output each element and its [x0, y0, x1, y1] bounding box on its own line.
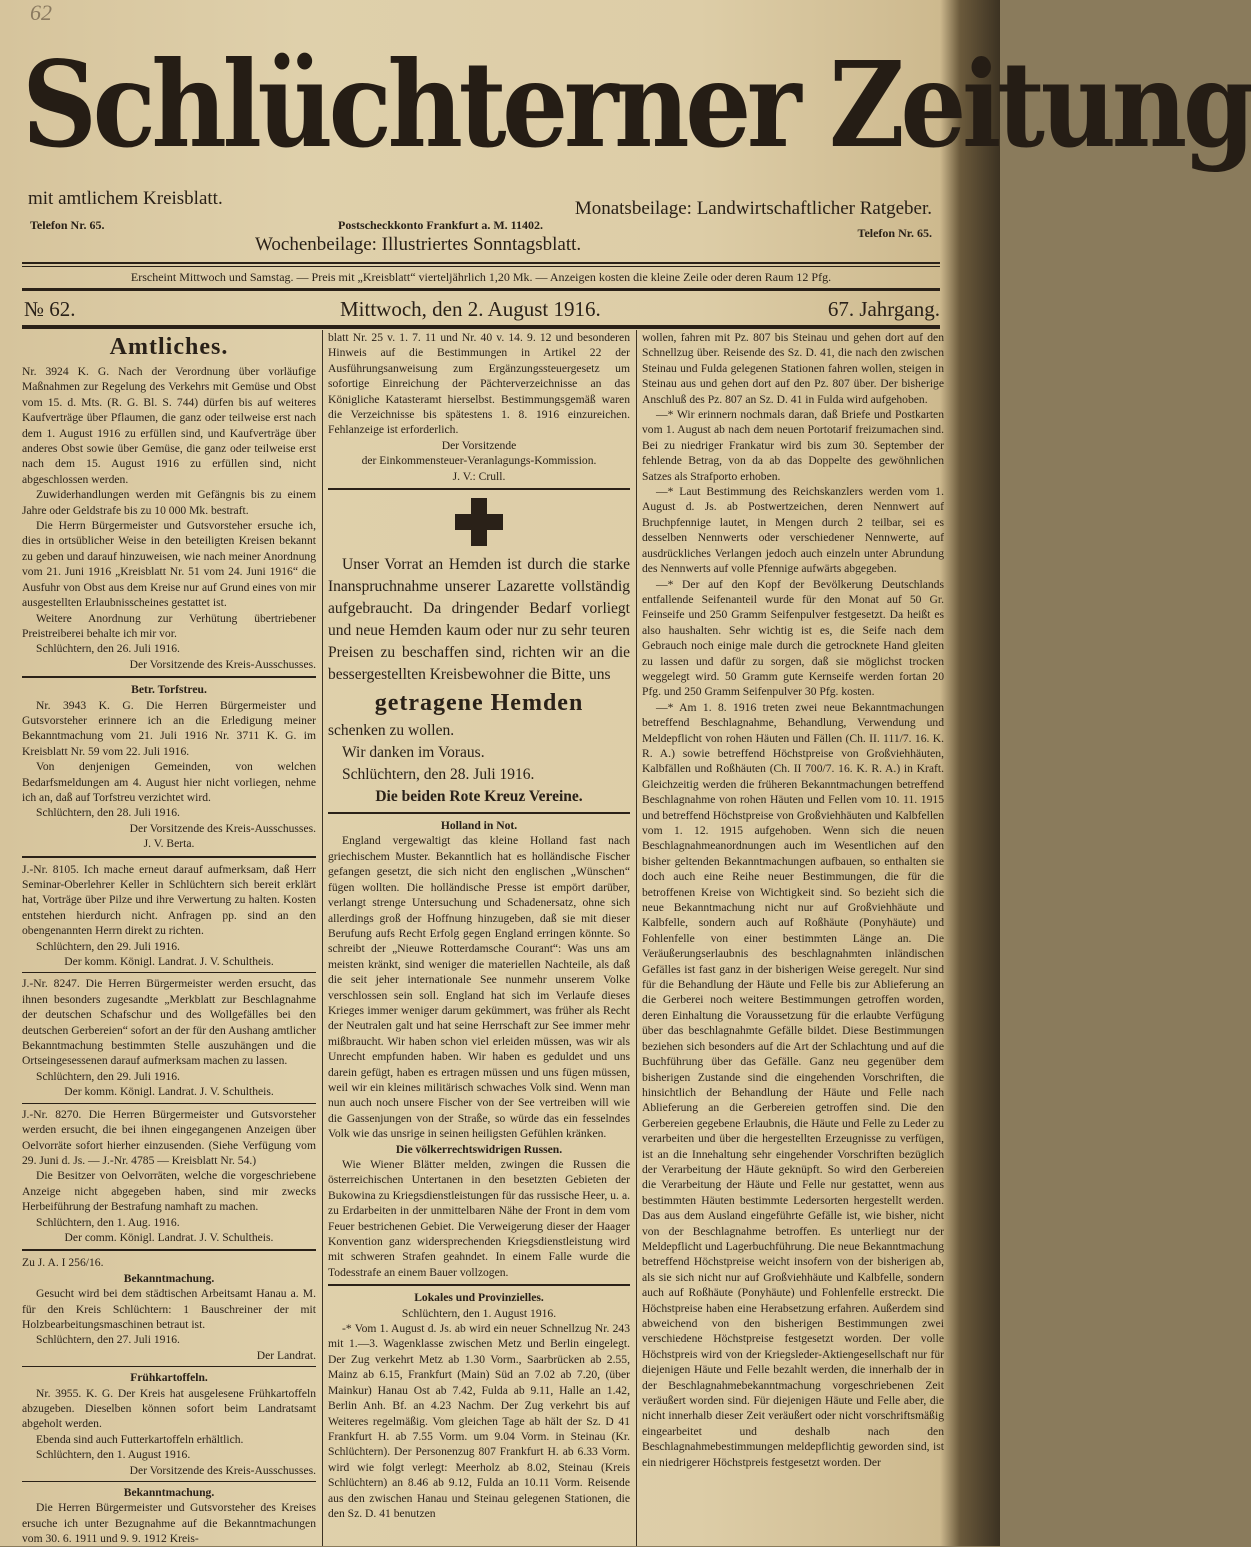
paragraph: -* Vom 1. August d. Js. ab wird ein neuer Schnellzug Nr. 243 mit 1.—3. Wagenklasse zwischen Metz und Berlin eingelegt. Der Zug verkehrt Metz ab 1.30 Vorm., Saarbrücken ab 2.55, Mainz ab 6.15, Frankfurt (Main) Süd an 7.02 ab 7.20, (über Mainkur) Hanau Ost ab 7.42, Fulda ab 9.11, Halle an 1.42, Berlin Anh. Bf. an 4.23 Nachm. Der Zug verkehrt bis auf Weiteres regelmäßig. Vom gleichen Tage ab hält der Sz. D 41 Frankfurt H. ab 7.55 Vorm. um 9.04 Vorm. in Steinau (Kr. Schlüchtern). Der Personenzug 807 Frankfurt H. ab 6.33 Vorm. wird wie folgt verlegt: Meerholz ab 8.02, Steinau (Kreis Schlüchtern) an 8.46 ab 9.12, Fulda an 10.11 Vorm. Reisende aus den zwischen Hanau und Steinau gelegenen Stationen, die den Sz. D. 41 benutzen: [328, 1322, 630, 1520]
signature: Der Vorsitzende des Kreis-Ausschusses.: [129, 657, 316, 671]
divider: [328, 1284, 630, 1286]
appeal-text: Unser Vorrat an Hemden ist durch die starke Inanspruchnahme unserer Lazarette vollständig aufgebraucht. Da dringender Bedarf vorliegt und neue Hemden kaum oder nur zu sehr teuren Preisen zu beschaffen sind, richten wir an die bessergestellten Kreisbewohner die Bitte, uns: [328, 556, 630, 684]
paragraph: Die Herren Bürgermeister und Gutsvorsteher des Kreises ersuche ich unter Bezugnahme auf die Bekanntmachungen vom 30. 6. 1911 und 9. 9. 1912 Kreis-: [22, 1501, 316, 1546]
volume: 67. Jahrgang.: [827, 297, 940, 321]
signature: Der comm. Königl. Landrat. J. V. Schultheis.: [64, 1230, 274, 1244]
paragraph: —* Der auf den Kopf der Bevölkerung Deutschlands entfallende Seifenanteil wurde für den Monat auf 50 Gr. Feinseife und 250 Gramm Seifenpulver festgesetzt. Da heißt es also haushalten. Sehr wichtig ist es, die Seife nach dem Gebrauch noch einige male durch die getrocknete Hand gleiten zu lassen und dafür zu sorgen, daß sie möglichst trocken weggelegt wird. 50 Gramm gute Kernseife werden fortan 20 Pfg. und 250 Gramm Seifenpulver 30 Pfg. kosten.: [642, 577, 944, 699]
paragraph: Gesucht wird bei dem städtischen Arbeitsamt Hanau a. M. für den Kreis Schlüchtern: 1 Bauschreiner der mit Holzbearbeitungsmaschinen betraut ist.: [22, 1287, 316, 1331]
paragraph: —* Laut Bestimmung des Reichskanzlers werden vom 1. August d. Js. ab Postwertzeichen, deren Nennwert auf Bruchpfennige lautet, in Mengen durch 2 teilbar, sei es desselben Nennwerts oder verschiedener Nennwerte, auf ausdrückliches Verlangen jedoch auch einzeln unter Abrundung des Nennwerts auf volle Pfennige aufwärts abgegeben.: [642, 485, 944, 576]
paragraph: wollen, fahren mit Pz. 807 bis Steinau und gehen dort auf den Schnellzug über. Reisende des Sz. D. 41, die nach den zwischen Steinau und Fulda gelegenen Stationen fahren wollen, steigen in Steinau aus und gehen dort auf den Pz. 807 über. Der bisherige Anschluß des Pz. 807 an Sz. D. 41 in Fulda wird aufgehoben.: [642, 331, 944, 406]
column-divider: [322, 330, 323, 1546]
issue-date: Mittwoch, den 2. August 1916.: [340, 297, 601, 321]
paragraph: Ebenda sind auch Futterkartoffeln erhältlich.: [36, 1432, 244, 1446]
article-heading: Frühkartoffeln.: [130, 1371, 208, 1385]
paragraph: Schlüchtern, den 1. Aug. 1916.: [36, 1215, 180, 1229]
paragraph: Die Besitzer von Oelvorräten, welche die vorgeschriebene Anzeige nicht abgegeben haben, sind mir zwecks Herbeiführung der Bestrafung namhaft zu machen.: [22, 1169, 316, 1214]
column-divider: [636, 330, 637, 1546]
issue-number: № 62.: [24, 297, 76, 321]
article-heading: Bekanntmachung.: [123, 1486, 215, 1500]
paragraph: Weitere Anordnung zur Verhütung übertriebener Preistreiberei behalte ich mir vor.: [22, 611, 316, 640]
column-1: [22, 330, 316, 1547]
paragraph: J.-Nr. 8270. Die Herren Bürgermeister und Gutsvorsteher werden ersucht, die bei ihnen eingegangenen Anzeigen über Oelvorräte sofort hierher einzusenden. (Siehe Verfügung vom 29. Juni d. Js. — J.-Nr. 4785 — Kreisblatt Nr. 54.): [22, 1107, 316, 1167]
article-heading: Betr. Torfstreu.: [131, 683, 207, 697]
signature: J. V.: Crull.: [452, 469, 506, 483]
paragraph: Schlüchtern, den 29. Juli 1916.: [36, 939, 180, 953]
article-heading: Die völkerrechtswidrigen Russen.: [395, 1142, 563, 1156]
subscription-info: Erscheint Mittwoch und Samstag. — Preis mit „Kreisblatt“ vierteljährlich 1,20 Mk. — Anzeigen kosten die kleine Zeile oder deren Raum 12 Pfg.: [130, 270, 832, 284]
appeal-highlight: getragene Hemden: [374, 690, 584, 717]
subtitle-right: Monatsbeilage: Landwirtschaftlicher Ratgeber.: [574, 198, 932, 219]
paragraph: Schlüchtern, den 1. August 1916.: [36, 1448, 191, 1462]
appeal-date: Schlüchtern, den 28. Juli 1916.: [342, 766, 535, 784]
paragraph: Die Herrn Bürgermeister und Gutsvorsteher ersuche ich, dies in ortsüblicher Weise in den beteiligten Kreisen bekannt zu geben und darauf hinzuweisen, wie nach meiner Anordnung vom 21. Juni 1916 „Kreisblatt Nr. 51 vom 24. Juni 1916“ die Ausfuhr von Obst aus dem Kreise nur auf Grund eines von mir ausgestellten Erlaubnisscheines gestattet ist.: [22, 519, 316, 610]
paragraph: Schlüchtern, den 28. Juli 1916.: [36, 806, 180, 820]
paragraph: —* Wir erinnern nochmals daran, daß Briefe und Postkarten vom 1. August ab nach dem neuen Portotarif freizumachen sind. Bei zu niedriger Frankatur wird bis zum 30. September der fehlende Betrag, von da ab das Doppelte des gewöhnlichen Satzes als Strafporto erhoben.: [642, 408, 944, 483]
signature: Die beiden Rote Kreuz Vereine.: [375, 788, 583, 806]
paragraph: Nr. 3955. K. G. Der Kreis hat ausgelesene Frühkartoffeln abzugeben. Dieselben können sofort beim Landratsamt abgeholt werden.: [22, 1386, 316, 1431]
signature: Der Vorsitzende des Kreis-Ausschusses.: [129, 821, 316, 835]
appeal-text: Wir danken im Voraus.: [342, 744, 485, 762]
rule: [22, 288, 940, 291]
divider: [22, 856, 316, 858]
rule: [22, 266, 940, 267]
signature: Der Landrat.: [256, 1348, 316, 1362]
paragraph: J.-Nr. 8105. Ich mache erneut darauf aufmerksam, daß Herr Seminar-Oberlehrer Keller in Schlüchtern sich bereit erklärt hat, Vorträge über Pilze und ihre Verwertung zu halten. Kosten entstehen hierdurch nicht. Anfragen pp. sind an den obengenannten Herrn direkt zu richten.: [22, 862, 316, 938]
paragraph: Wie Wiener Blätter melden, zwingen die Russen die österreichischen Untertanen in den besetzten Gebieten der Bukowina zu Kriegsdienstleistungen für das russische Heer, u. a. zu Erdarbeiten in der unmittelbaren Nähe der Front in dem vom Feuer bestrichenen Gebiet. Die Verweigerung dieser der Haager Konvention ganz widersprechenden Kriegsdienstleistung wird mit schweren Strafen geahndet. In einem Falle wurde die Todesstrafe an einem Bauer vollzogen.: [328, 1158, 630, 1279]
red-cross-icon: [455, 498, 503, 546]
paragraph: England vergewaltigt das kleine Holland fast nach griechischem Muster. Bekanntlich hat es holländische Fischer gefangen gesetzt, die sich nicht den englischen „Wünschen“ fügen wollten. Die holländische Presse ist empört darüber, verlangt strenge Untersuchung und Schadenersatz, ohne sich allerdings groß der Hoffnung hinzugeben, daß sie mit dieser Berufung aufs Recht Erfolg gegen England erringen könnte. So schreibt der „Nieuwe Rotterdamsche Courant“: Was uns am meisten kränkt, sind weniger die materiellen Nachteile, als daß die seit jeher internationale See nunmehr unserem Volke verschlossen sein soll. England hat sich im Verlaufe dieses Krieges immer weniger darum gekümmert, was früher als Recht der Neutralen galt und hat seine Herrschaft zur See immer mehr mißbraucht. Wir haben schon viel erleiden müssen, was wir als Unrecht empfunden haben. Wir haben es geduldet und uns darein gefügt, haben es ertragen müssen und uns fügen müssen, weil wir ein kleines militärisch schwaches Volk sind. Wenn man nun auch noch unsere Fischer von der See vertreiben will wie die Gassenjungen von der Straße, so würde das ein fesselndes Volk wie das unsrige in seinen heiligsten Gefühlen kränken.: [328, 834, 630, 1141]
paragraph: blatt Nr. 25 v. 1. 7. 11 und Nr. 40 v. 14. 9. 12 und besonderen Hinweis auf die Bestimmungen in Artikel 22 der Ausführungsanweisung zum Ergänzungssteuergesetz um sofortige Einreichung der Pächterverzeichnisse an das Königliche Katasteramt hierselbst. Bestimmungsgemäß waren die Verzeichnisse bis spätestens 1. 8. 1916 einzureichen. Fehlanzeige ist erforderlich.: [328, 331, 630, 437]
telefon-left: Telefon Nr. 65.: [30, 218, 105, 232]
divider: [22, 972, 316, 973]
paragraph: Schlüchtern, den 29. Juli 1916.: [36, 1069, 180, 1083]
paragraph: —* Am 1. 8. 1916 treten zwei neue Bekanntmachungen betreffend Beschlagnahme, Behandlung, Verwendung und Meldepflicht von rohen Häuten und Fällen (Ch. II. 111/7. 16. K. R. A.) sowie betreffend Höchstpreise von Großviehhäuten, Kalbfällen und Roßhäuten (Ch. II 700/7. 16. K. R. A.) in Kraft. Gleichzeitig werden die früheren Bekanntmachungen betreffend Beschlagnahme von rohen Häuten und Fellen vom 10. 11. 1915 und betreffend Höchstpreise von Großviehhäuten und Kalbfellen vom 1. 12. 1915 aufgehoben. Wenn sich die neuen Beschlagnahmeanordnungen auch im Wesentlichen auf den bisher geltenden Bekanntmachungen aufbauen, so enthalten sie doch auch eine Reihe neuer Bestimmungen, die für die betroffenen Kreise von Wichtigkeit sind. So bezieht sich die neue Bekanntmachung nicht nur auf Großviehhäute und Kalbfelle, sondern auch auf Roßhäute (Ponyhäute) und Fohlenfelle von einer bestimmten Länge an. Die Veräußerungserlaubnis des beschlagnahmten inländischen Gefälles ist fast ganz in der bisherigen Weise geregelt. Nur sind für die Behandlung der Häute und Felle bis zur Ablieferung an die Gerberei noch weitere Bestimmungen getroffen worden, deren Einhaltung die Voraussetzung für die erlaubte Verfügung über das beschlagnahmte Gefälle bildet. Diese Bestimmungen beziehen sich besonders auf die Art der Schlachtung und auf die Buchführung über das Gefälle. Ganz neu gegenüber dem bisherigen Zustande sind die eingehenden Vorschriften, die hinsichtlich der Behandlung der Häute und Felle nach Ablieferung an die Gerbereien getroffen sind. Die den Gerbereien gegebene Erlaubnis, die Häute und Felle zu Leder zu verarbeiten und über die hergestellten Erzeugnisse zu verfügen, ist an die Innehaltung sehr eingehender Vorschriften bezüglich der Verarbeitung der Häute geknüpft. So wird den Gerbereien die Verarbeitung der Häute und Felle nur gestattet, wenn aus bestimmten Häuten bestimmte Ledersorten hergestellt werden. Das aus dem Ausland eingeführte Gefälle ist, wie bisher, nicht von der Beschlagnahme betroffen. Es unterliegt nur der Meldepflicht und Lagerbuchführung. Die neue Bekanntmachung betreffend Höchstpreise weicht insofern von der bisherigen ab, als sie sich nicht nur auf Großviehhäute und Kalbfelle, sondern auch auf Roßhäute (Ponyhäute) und Fohlenfelle erstreckt. Die Höchstpreise haben eine Herabsetzung erfahren. Außerdem sind abweichend von den bisherigen Bestimmungen zwei verschiedene Höchstpreise festgesetzt worden. Der volle Höchstpreis wird von der Kriegsleder-Aktiengesellschaft nur für diejenigen Häute und Felle bezahlt werden, die innerhalb der in der Beschlagnahmebekanntmachung vorgeschriebenen Zeit veräußert worden sind. Für diejenigen Häute und Felle aber, die nicht innerhalb dieser Zeit veräußert oder nicht vorschriftsmäßig eingearbeitet und deshalb nach den Beschlagnahmebestimmungen meldepflichtig geworden sind, ist ein niedrigerer Höchstpreis festgesetzt worden. Der: [642, 700, 944, 1469]
signature: J. V. Berta.: [143, 837, 195, 851]
archive-stamp: 62: [30, 0, 52, 25]
signature: Der komm. Königl. Landrat. J. V. Schultheis.: [64, 955, 274, 969]
postscheck: Postscheckkonto Frankfurt a. M. 11402.: [338, 218, 543, 232]
paragraph: Schlüchtern, den 26. Juli 1916.: [36, 642, 180, 656]
weekly-supplement: Wochenbeilage: Illustriertes Sonntagsblatt.: [255, 234, 582, 255]
paragraph: Schlüchtern, den 27. Juli 1916.: [36, 1333, 180, 1347]
signature: der Einkommensteuer-Veranlagungs-Kommission.: [361, 454, 597, 468]
paragraph: Von denjenigen Gemeinden, von welchen Bedarfsmeldungen am 4. August hier nicht vorliegen, nehme ich an, daß auf Torfstreu verzichtet wird.: [22, 760, 316, 804]
divider: [328, 812, 630, 814]
reference: Zu J. A. I 256/16.: [22, 1256, 104, 1270]
appeal-text: schenken zu wollen.: [328, 722, 455, 740]
divider: [22, 1249, 316, 1251]
rule: [22, 325, 940, 329]
paragraph: Nr. 3924 K. G. Nach der Verordnung über vorläufige Maßnahmen zur Regelung des Verkehrs mit Gemüse und Obst vom 15. d. Mts. (R. G. Bl. S. 744) dürfen bis auf weiteres Kaufverträge über Pflaumen, die ganz oder teilweise erst nach dem 1. August 1916 zu erfüllen sind, und Kaufverträge über anderes Obst sowie über Gemüse, die ganz oder teilweise erst nach dem 15. August 1916 zu erfüllen sind, nicht abgeschlossen werden.: [22, 365, 316, 486]
article-heading: Holland in Not.: [440, 819, 518, 833]
paragraph: Zuwiderhandlungen werden mit Gefängnis bis zu einem Jahre oder Geldstrafe bis zu 10 000 Mk. bestraft.: [22, 488, 316, 517]
telefon-right: Telefon Nr. 65.: [857, 226, 932, 240]
signature: Der komm. Königl. Landrat. J. V. Schultheis.: [64, 1085, 274, 1099]
rule: [22, 262, 940, 264]
subtitle-left: mit amtlichem Kreisblatt.: [28, 188, 223, 209]
column-2: [328, 330, 630, 1521]
section-heading: Lokales und Provinzielles.: [414, 1291, 544, 1305]
article-heading: Bekanntmachung.: [123, 1271, 215, 1285]
paragraph: Nr. 3943 K. G. Die Herren Bürgermeister und Gutsvorsteher erinnere ich an die Erledigung meiner Bekanntmachung vom 21. Juli 1916 Nr. 3711 K. G. im Kreisblatt Nr. 59 vom 22. Juli 1916.: [22, 698, 316, 758]
masthead-title: Schlüchterner Zeitung: [22, 35, 1251, 174]
signature: Der Vorsitzende des Kreis-Ausschusses.: [129, 1463, 316, 1477]
column-3: [642, 330, 944, 1470]
signature: Der Vorsitzende: [441, 438, 517, 452]
section-heading: Amtliches.: [109, 334, 229, 360]
divider: [22, 1366, 316, 1367]
divider: [22, 1481, 316, 1482]
divider: [328, 488, 630, 490]
dateline: Schlüchtern, den 1. August 1916.: [401, 1306, 557, 1320]
divider: [22, 676, 316, 678]
divider: [22, 1103, 316, 1104]
paragraph: J.-Nr. 8247. Die Herren Bürgermeister werden ersucht, das ihnen besonders zugesandte „Merkblatt zur Beschlagnahme der deutschen Schafschur und des Wollgefälles bei den deutschen Gerbereien“ sofort an der für den Aushang amtlicher Bekanntmachung bestimmten Stelle auszuhängen und die Ortseingesessenen darauf aufmerksam machen zu lassen.: [22, 977, 316, 1068]
